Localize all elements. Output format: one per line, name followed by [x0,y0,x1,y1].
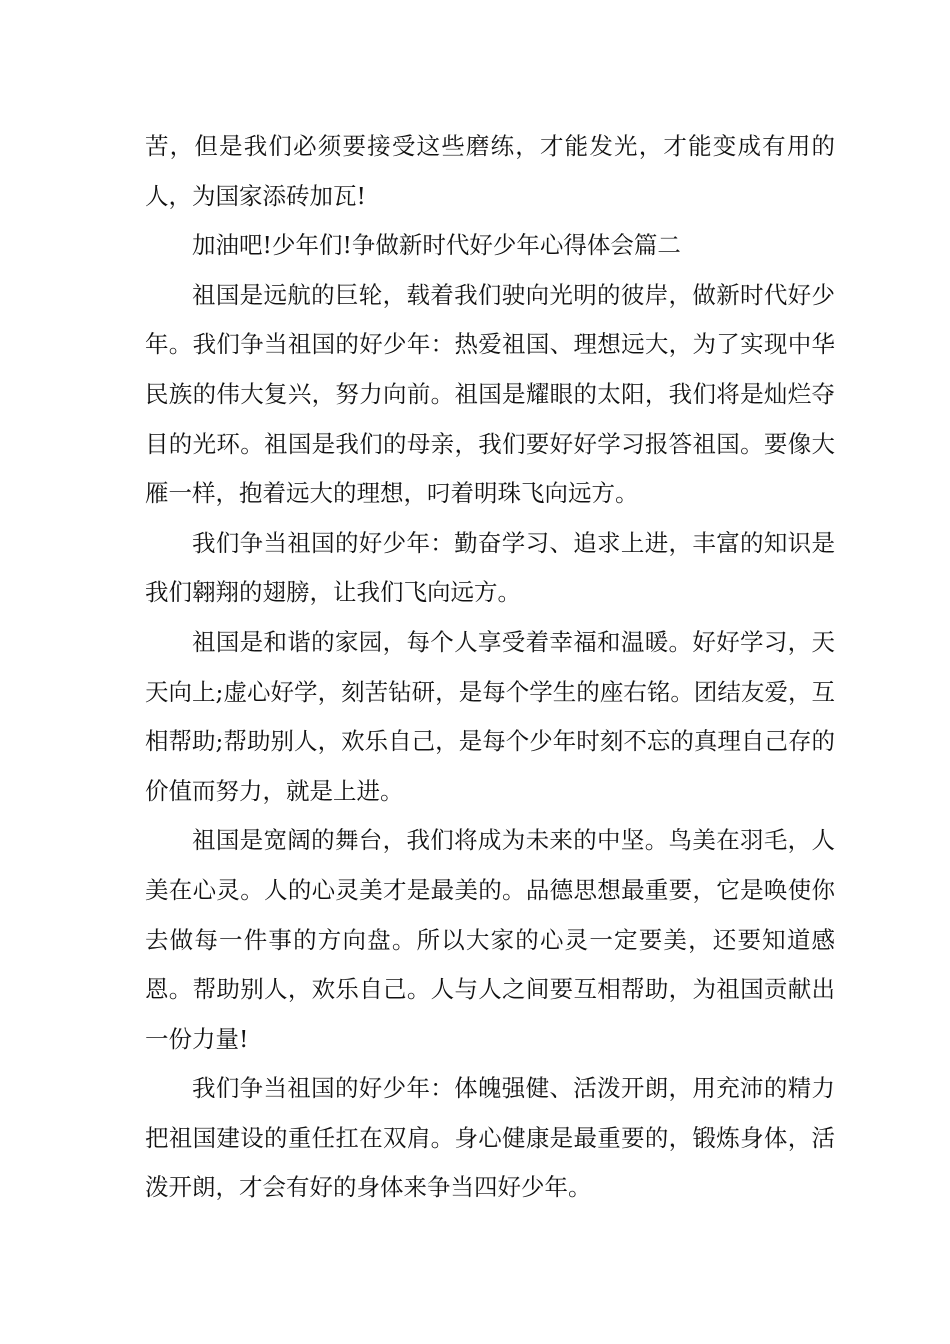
body-paragraph-2: 我们争当祖国的好少年：勤奋学习、追求上进，丰富的知识是我们翱翔的翅膀，让我们飞向远方。 [145,528,835,607]
body-paragraph-3: 祖国是和谐的家园，每个人享受着幸福和温暖。好好学习，天天向上;虚心好学，刻苦钻研，是每个学生的座右铭。团结友爱，互相帮助;帮助别人，欢乐自己，是每个少年时刻不忘的真理自己存的价值而努力，就是上进。 [145,627,835,805]
continuation-paragraph: 苦，但是我们必须要接受这些磨练，才能发光，才能变成有用的人，为国家添砖加瓦! [145,132,835,210]
section-title: 加油吧!少年们!争做新时代好少年心得体会篇二 [192,231,681,260]
body-paragraph-5: 我们争当祖国的好少年：体魄强健、活泼开朗，用充沛的精力把祖国建设的重任扛在双肩。身心健康是最重要的，锻炼身体，活泼开朗，才会有好的身体来争当四好少年。 [145,1074,835,1202]
body-paragraph-4: 祖国是宽阔的舞台，我们将成为未来的中坚。鸟美在羽毛，人美在心灵。人的心灵美才是最美的。品德思想最重要，它是唤使你去做每一件事的方向盘。所以大家的心灵一定要美，还要知道感恩。帮助别人，欢乐自己。人与人之间要互相帮助，为祖国贡献出一份力量! [145,826,835,1053]
body-paragraph-1: 祖国是远航的巨轮，载着我们驶向光明的彼岸，做新时代好少年。我们争当祖国的好少年：热爱祖国、理想远大，为了实现中华民族的伟大复兴，努力向前。祖国是耀眼的太阳，我们将是灿烂夺目的光环。祖国是我们的母亲，我们要好好学习报答祖国。要像大雁一样，抱着远大的理想，叼着明珠飞向远方。 [145,280,835,508]
document-body [145,122,835,1213]
